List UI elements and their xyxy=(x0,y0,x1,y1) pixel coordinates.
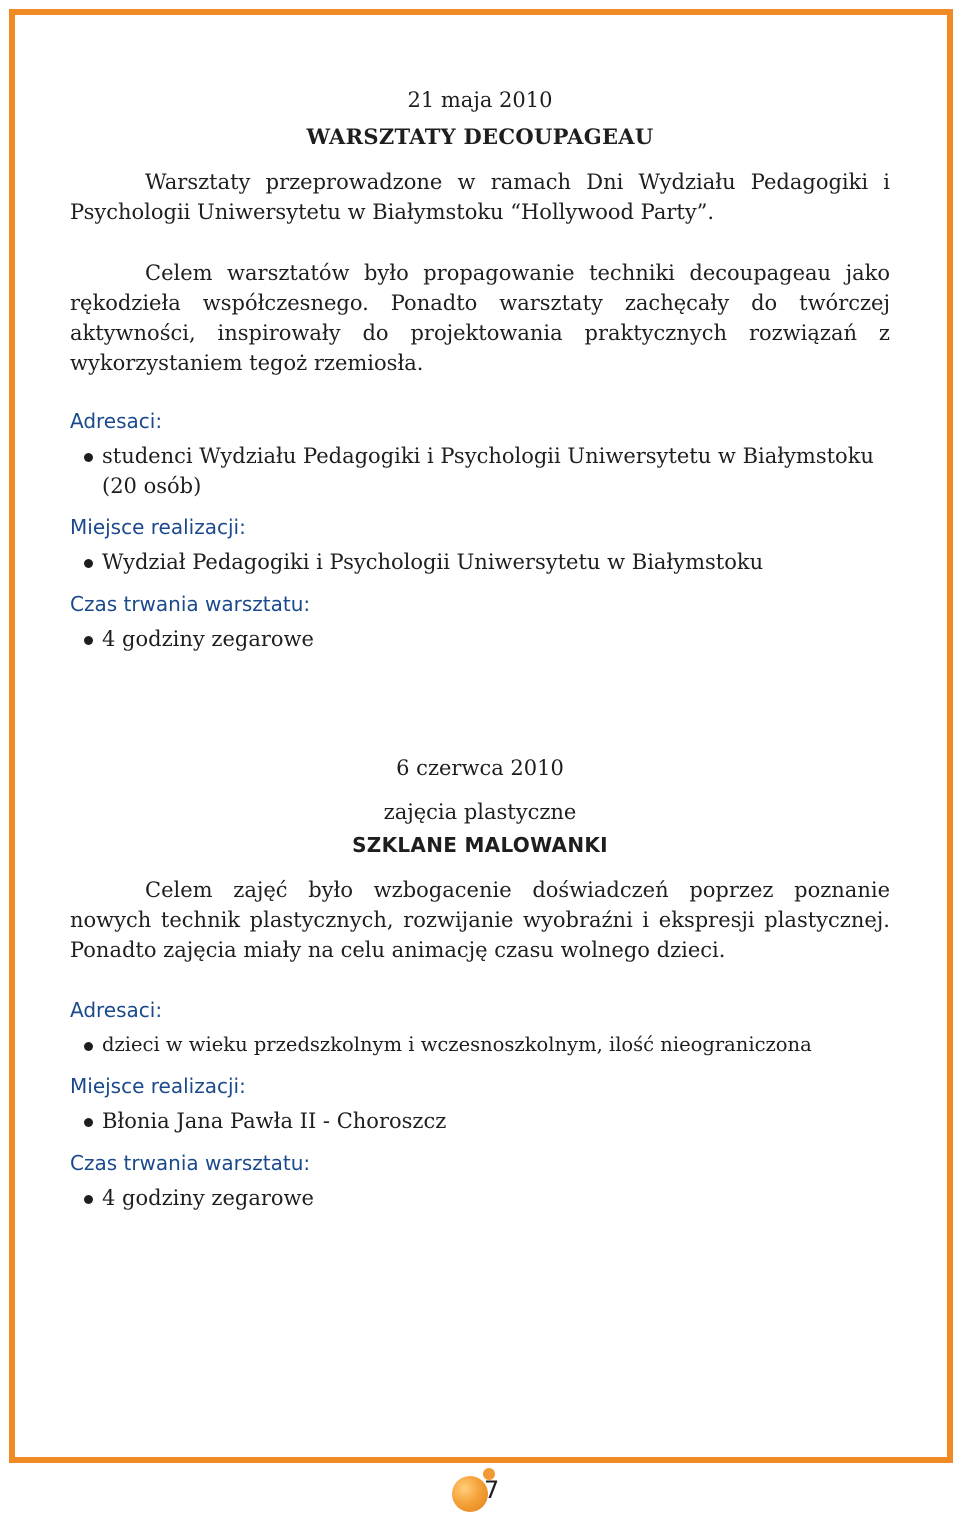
place-heading: Miejsce realizacji: xyxy=(70,515,246,539)
event-description xyxy=(70,167,890,227)
addressees-heading: Adresaci: xyxy=(70,998,163,1022)
bullet-icon xyxy=(84,1118,93,1127)
duration-text: 4 godziny zegarowe xyxy=(102,1186,314,1210)
page-number xyxy=(452,1468,512,1512)
event-title: SZKLANE MALOWANKI xyxy=(352,833,608,857)
place-heading: Miejsce realizacji: xyxy=(70,1074,246,1098)
place-item xyxy=(70,1106,890,1136)
addressees-text: studenci Wydziału Pedagogiki i Psychologii Uniwersytetu w Białymstoku (20 osób) xyxy=(102,444,874,498)
duration-item xyxy=(70,1183,890,1213)
event-title: WARSZTATY DECOUPAGEAU xyxy=(306,124,654,149)
event-subtitle: zajęcia plastyczne xyxy=(383,800,577,824)
duration-item xyxy=(70,624,890,654)
page-border xyxy=(9,9,953,1463)
event-goal xyxy=(70,875,890,965)
event-date: 6 czerwca 2010 xyxy=(396,756,564,780)
event-goal-text: Celem warsztatów było propagowanie techniki decoupageau jako rękodzieła współczesnego. Ponadto warsztaty zachęcały do twórczej aktywności, inspirowały do projektowania praktycznych rozwiązań z wykorzystaniem tegoż rzemiosła. xyxy=(70,261,890,375)
orange-ball-icon xyxy=(452,1476,488,1512)
event-date: 21 maja 2010 xyxy=(407,88,553,112)
bullet-icon xyxy=(84,1042,93,1051)
duration-text: 4 godziny zegarowe xyxy=(102,627,314,651)
bullet-icon xyxy=(84,559,93,568)
addressees-heading: Adresaci: xyxy=(70,409,163,433)
bullet-icon xyxy=(84,636,93,645)
event-description-text: Warsztaty przeprowadzone w ramach Dni Wydziału Pedagogiki i Psychologii Uniwersytetu w Białymstoku “Hollywood Party”. xyxy=(70,170,890,224)
bullet-icon xyxy=(84,453,93,462)
addressees-text: dzieci w wieku przedszkolnym i wczesnoszkolnym, ilość nieograniczona xyxy=(102,1033,812,1056)
duration-heading: Czas trwania warsztatu: xyxy=(70,1151,311,1175)
place-text: Błonia Jana Pawła II - Choroszcz xyxy=(102,1109,447,1133)
addressees-item xyxy=(70,1030,890,1060)
place-item xyxy=(70,547,890,577)
event-goal-text: Celem zajęć było wzbogacenie doświadczeń poprzez poznanie nowych technik plastycznych, rozwijanie wyobraźni i ekspresji plastycznej. Ponadto zajęcia miały na celu animację czasu wolnego dzieci. xyxy=(70,878,890,962)
addressees-item xyxy=(70,441,890,501)
page-number-text: 7 xyxy=(484,1476,500,1504)
place-text: Wydział Pedagogiki i Psychologii Uniwersytetu w Białymstoku xyxy=(102,550,764,574)
duration-heading: Czas trwania warsztatu: xyxy=(70,592,311,616)
bullet-icon xyxy=(84,1195,93,1204)
event-goal xyxy=(70,258,890,378)
